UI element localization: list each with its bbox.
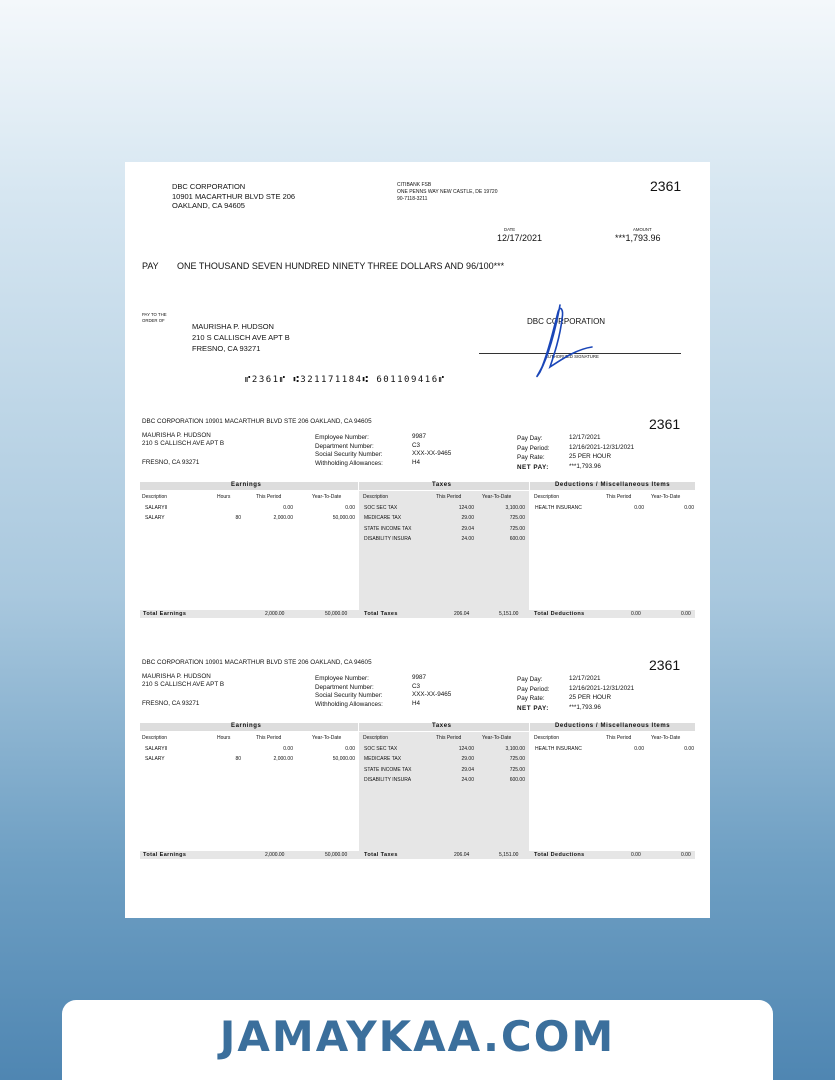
tax-ytd: 725.00 (509, 515, 525, 521)
tax-row (364, 756, 527, 762)
check-amount: ***1,793.96 (615, 233, 661, 243)
ssn-label: Social Security Number: (315, 451, 383, 458)
tax-period: 29.00 (461, 515, 474, 521)
total-earnings-period: 2,000.00 (265, 852, 285, 858)
pay-rate-label: Pay Rate: (517, 695, 545, 702)
earnings-row (145, 505, 357, 511)
deduction-ytd: 0.00 (684, 505, 694, 511)
earnings-ytd: 0.00 (345, 746, 355, 752)
total-earnings-label: Total Earnings (143, 852, 187, 858)
earnings-ytd: 50,000.00 (332, 515, 355, 521)
footer-brand: JAMAYKAA.COM (219, 1012, 616, 1061)
earnings-col-ytd: Year-To-Date (312, 494, 342, 500)
net-pay: ***1,793.96 (569, 462, 601, 470)
taxes-title: Taxes (432, 723, 452, 729)
pay-period: 12/16/2021-12/31/2021 (569, 443, 635, 451)
earnings-ytd: 0.00 (345, 505, 355, 511)
earnings-row (145, 756, 357, 762)
dept-number: C3 (412, 682, 421, 690)
earnings-desc: SALARY (145, 756, 165, 762)
earnings-col-hours: Hours (217, 735, 231, 741)
bank-name: CITIBANK FSB (397, 182, 432, 188)
pay-rate: 25 PER HOUR (569, 694, 611, 701)
pay-day-label: Pay Day: (517, 676, 543, 683)
pay-rate-label: Pay Rate: (517, 454, 545, 461)
taxes-col-ytd: Year-To-Date (482, 494, 512, 500)
stub-check-number: 2361 (649, 416, 681, 432)
earnings-period: 2,000.00 (273, 515, 293, 521)
total-deductions-label: Total Deductions (534, 852, 585, 858)
total-taxes-label: Total Taxes (364, 852, 398, 858)
tax-row (364, 767, 527, 773)
pay-label: PAY (142, 261, 159, 271)
amount-label: AMOUNT (633, 227, 652, 232)
earnings-desc: SALARYII (145, 505, 168, 511)
tax-row (364, 746, 527, 752)
payer-block (172, 182, 295, 211)
deduction-period: 0.00 (634, 505, 644, 511)
stub-employee-address1: 210 S CALLISCH AVE APT B (142, 681, 225, 688)
earnings-col-period: This Period (256, 735, 282, 741)
earnings-row (145, 746, 357, 752)
signature-company: DBC CORPORATION (527, 317, 606, 326)
emp-number-label: Employee Number: (315, 434, 369, 441)
pay-amount-words: ONE THOUSAND SEVEN HUNDRED NINETY THREE DOLLARS AND 96/100*** (177, 261, 505, 271)
signature-scribble (520, 297, 610, 382)
stub-check-number: 2361 (649, 657, 681, 673)
check-date: 12/17/2021 (497, 233, 543, 243)
total-earnings-label: Total Earnings (143, 611, 187, 617)
total-taxes-period: 206.04 (454, 611, 470, 617)
ssn-value: XXX-XX-9465 (412, 450, 452, 457)
withholding-label: Withholding Allowances: (315, 459, 383, 467)
earnings-col-desc: Description (142, 494, 168, 500)
tax-desc: STATE INCOME TAX (364, 526, 412, 532)
deductions-col-ytd: Year-To-Date (651, 494, 681, 500)
earnings-hours: 80 (235, 515, 241, 521)
taxes-title: Taxes (432, 482, 452, 488)
net-pay-label: NET PAY: (517, 704, 549, 712)
totals-bar (140, 851, 695, 859)
tax-ytd: 600.00 (509, 536, 525, 542)
total-deductions-period: 0.00 (631, 611, 641, 617)
tax-ytd: 3,100.00 (505, 505, 525, 511)
emp-number-label: Employee Number: (315, 675, 369, 682)
pay-period: 12/16/2021-12/31/2021 (569, 684, 635, 692)
total-deductions-ytd: 0.00 (681, 611, 691, 617)
earnings-row (145, 515, 357, 521)
tax-desc: MEDICARE TAX (364, 515, 402, 521)
payee-name: MAURISHA P. HUDSON (192, 322, 274, 331)
earnings-title: Earnings (231, 723, 262, 729)
stub-employee-labels (315, 434, 383, 468)
dept-number: C3 (412, 441, 421, 449)
earnings-hours: 80 (235, 756, 241, 762)
pay-period-label: Pay Period: (517, 444, 550, 452)
emp-number: 9987 (412, 674, 427, 681)
taxes-col-period: This Period (436, 494, 462, 500)
deduction-row (535, 505, 695, 511)
total-deductions-ytd: 0.00 (681, 852, 691, 858)
payer-name: DBC CORPORATION (172, 182, 246, 191)
deduction-period: 0.00 (634, 746, 644, 752)
date-label: DATE (504, 227, 516, 232)
stub-employee-values (412, 674, 451, 708)
stub-employee-name: MAURISHA P. HUDSON (142, 432, 211, 439)
deduction-desc: HEALTH INSURANC (535, 746, 582, 752)
pay-period-label: Pay Period: (517, 685, 550, 693)
taxes-col-period: This Period (436, 735, 462, 741)
tax-row (364, 526, 527, 532)
total-earnings-period: 2,000.00 (265, 611, 285, 617)
total-earnings-ytd: 50,000.00 (325, 852, 348, 858)
tax-ytd: 3,100.00 (505, 746, 525, 752)
deductions-col-period: This Period (606, 735, 632, 741)
bank-address: ONE PENNS WAY NEW CASTLE, DE 19720 (397, 189, 498, 195)
stub-pay-labels (517, 434, 550, 472)
pay-to-label (142, 312, 167, 324)
micr-line: ⑈2361⑈ ⑆321171184⑆ 601109416⑈ (245, 375, 446, 385)
pay-day-label: Pay Day: (517, 435, 543, 442)
stub-employee-labels (315, 675, 383, 709)
totals-bar (140, 610, 695, 618)
payer-address-line1: 10901 MACARTHUR BLVD STE 206 (172, 191, 296, 201)
earnings-ytd: 50,000.00 (332, 756, 355, 762)
emp-number: 9987 (412, 433, 427, 440)
net-pay-label: NET PAY: (517, 463, 549, 471)
check-number: 2361 (650, 178, 682, 194)
dept-label: Department Number: (315, 442, 374, 450)
deduction-desc: HEALTH INSURANC (535, 505, 582, 511)
deductions-col-desc: Description (534, 735, 560, 741)
tax-desc: SOC SEC TAX (364, 746, 398, 752)
earnings-col-ytd: Year-To-Date (312, 735, 342, 741)
deductions-col-ytd: Year-To-Date (651, 735, 681, 741)
pay-day: 12/17/2021 (569, 434, 601, 441)
tax-period: 124.00 (458, 746, 474, 752)
tax-row (364, 777, 527, 783)
payee-block (192, 321, 290, 354)
total-taxes-period: 206.04 (454, 852, 470, 858)
tax-desc: SOC SEC TAX (364, 505, 398, 511)
withholding-value: H4 (412, 699, 421, 707)
stub-employee-values (412, 433, 451, 467)
tax-desc: STATE INCOME TAX (364, 767, 412, 773)
stub-employee-address2: FRESNO, CA 93271 (142, 459, 200, 466)
payer-address-line2: OAKLAND, CA 94605 (172, 201, 245, 210)
stub-employee-block (142, 673, 224, 708)
deductions-col-desc: Description (534, 494, 560, 500)
payee-address-line2: FRESNO, CA 93271 (192, 344, 261, 353)
earnings-col-period: This Period (256, 494, 282, 500)
pay-to-label-line1: PAY TO THE (142, 312, 167, 317)
earnings-period: 0.00 (283, 746, 293, 752)
earnings-title: Earnings (231, 482, 262, 488)
tax-period: 29.00 (461, 756, 474, 762)
taxes-col-ytd: Year-To-Date (482, 735, 512, 741)
stub-pay-labels (517, 675, 550, 713)
tax-period: 29.04 (461, 526, 474, 532)
total-taxes-label: Total Taxes (364, 611, 398, 617)
ssn-label: Social Security Number: (315, 692, 383, 699)
signature-label: AUTHORIZED SIGNATURE (545, 354, 599, 359)
withholding-value: H4 (412, 458, 421, 466)
stub-employee-block (142, 432, 224, 467)
earnings-period: 2,000.00 (273, 756, 293, 762)
earnings-col-desc: Description (142, 735, 168, 741)
deduction-row (535, 746, 695, 752)
tax-period: 29.04 (461, 767, 474, 773)
stub-header: DBC CORPORATION 10901 MACARTHUR BLVD STE 206 OAKLAND, CA 94605 (142, 659, 372, 666)
deductions-col-period: This Period (606, 494, 632, 500)
earnings-col-hours: Hours (217, 494, 231, 500)
earnings-desc: SALARY (145, 515, 165, 521)
paystub-document (125, 162, 710, 918)
total-deductions-label: Total Deductions (534, 611, 585, 617)
deductions-title: Deductions / Miscellaneous Items (555, 482, 671, 488)
tax-row (364, 505, 527, 511)
tax-desc: DISABILITY INSURA (364, 536, 412, 542)
withholding-label: Withholding Allowances: (315, 700, 383, 708)
taxes-col-desc: Description (363, 494, 389, 500)
dept-label: Department Number: (315, 683, 374, 691)
bank-routing: 90-7118-3211 (397, 196, 428, 202)
payee-address-line1: 210 S CALLISCH AVE APT B (192, 333, 290, 342)
pay-to-label-line2: ORDER OF (142, 318, 165, 323)
pay-rate: 25 PER HOUR (569, 453, 611, 460)
tax-period: 124.00 (458, 505, 474, 511)
pay-day: 12/17/2021 (569, 675, 601, 682)
tax-row (364, 536, 527, 542)
net-pay: ***1,793.96 (569, 703, 601, 711)
stub-employee-address2: FRESNO, CA 93271 (142, 700, 200, 707)
total-earnings-ytd: 50,000.00 (325, 611, 348, 617)
tax-row (364, 515, 527, 521)
tax-ytd: 725.00 (509, 526, 525, 532)
stub-pay-values (569, 433, 634, 471)
tax-ytd: 725.00 (509, 756, 525, 762)
earnings-desc: SALARYII (145, 746, 168, 752)
tax-ytd: 725.00 (509, 767, 525, 773)
tax-desc: MEDICARE TAX (364, 756, 402, 762)
total-deductions-period: 0.00 (631, 852, 641, 858)
taxes-col-desc: Description (363, 735, 389, 741)
deduction-ytd: 0.00 (684, 746, 694, 752)
ssn-value: XXX-XX-9465 (412, 691, 452, 698)
stub-employee-address1: 210 S CALLISCH AVE APT B (142, 440, 225, 447)
deductions-title: Deductions / Miscellaneous Items (555, 723, 671, 729)
stub-pay-values (569, 674, 634, 712)
tax-period: 24.00 (461, 777, 474, 783)
tax-desc: DISABILITY INSURA (364, 777, 412, 783)
tax-period: 24.00 (461, 536, 474, 542)
tax-ytd: 600.00 (509, 777, 525, 783)
stub-employee-name: MAURISHA P. HUDSON (142, 673, 211, 680)
earnings-period: 0.00 (283, 505, 293, 511)
total-taxes-ytd: 5,151.00 (499, 611, 519, 617)
stub-header: DBC CORPORATION 10901 MACARTHUR BLVD STE 206 OAKLAND, CA 94605 (142, 418, 372, 425)
total-taxes-ytd: 5,151.00 (499, 852, 519, 858)
bank-block (397, 182, 498, 203)
